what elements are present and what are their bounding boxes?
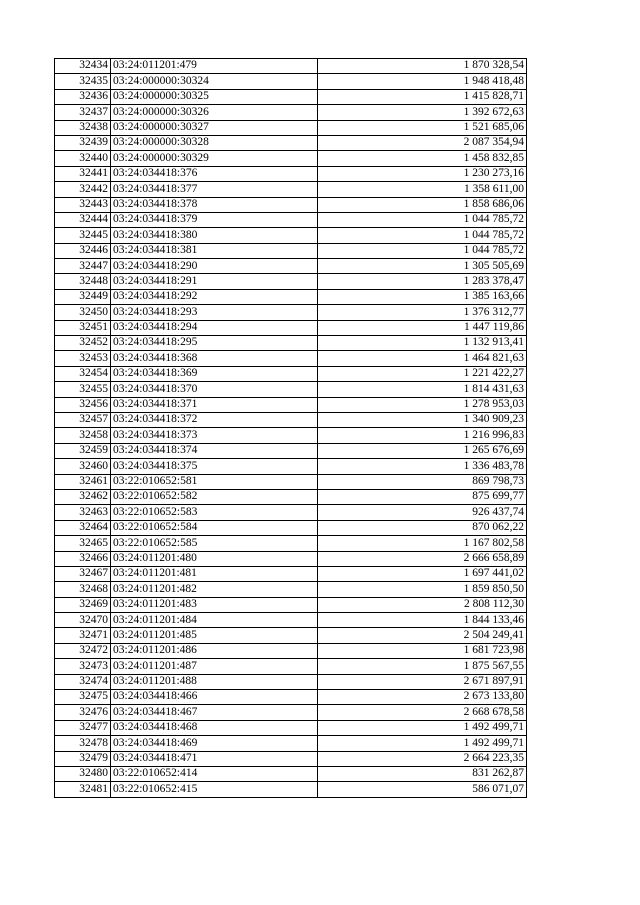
cadastral-number-cell: 03:24:034418:467 — [111, 705, 318, 720]
row-number-cell: 32473 — [55, 659, 111, 674]
row-number-cell: 32476 — [55, 705, 111, 720]
cadastral-value-cell: 1 376 312,77 — [318, 305, 527, 320]
row-number-cell: 32477 — [55, 720, 111, 735]
table-row — [55, 536, 527, 551]
cadastral-value-cell: 1 458 832,85 — [318, 151, 527, 166]
cadastral-number-cell: 03:24:034418:376 — [111, 166, 318, 181]
cadastral-number-cell: 03:24:034418:372 — [111, 412, 318, 427]
table-row — [55, 289, 527, 304]
table-row — [55, 382, 527, 397]
cadastral-number-cell: 03:24:000000:30327 — [111, 120, 318, 135]
table-row — [55, 59, 527, 74]
cadastral-number-cell: 03:24:011201:484 — [111, 613, 318, 628]
row-number-cell: 32434 — [55, 59, 111, 74]
row-number-cell: 32457 — [55, 412, 111, 427]
table-row — [55, 597, 527, 612]
cadastral-number-cell: 03:24:034418:371 — [111, 397, 318, 412]
cadastral-number-cell: 03:24:034418:291 — [111, 274, 318, 289]
table-row — [55, 690, 527, 705]
table-row — [55, 182, 527, 197]
row-number-cell: 32448 — [55, 274, 111, 289]
cadastral-value-cell: 1 230 273,16 — [318, 166, 527, 181]
cadastral-number-cell: 03:24:034418:295 — [111, 336, 318, 351]
cadastral-number-cell: 03:24:000000:30324 — [111, 74, 318, 89]
table-row — [55, 782, 527, 797]
cadastral-number-cell: 03:24:011201:486 — [111, 643, 318, 658]
cadastral-value-cell: 1 167 802,58 — [318, 536, 527, 551]
cadastral-number-cell: 03:24:034418:377 — [111, 182, 318, 197]
cadastral-value-cell: 869 798,73 — [318, 474, 527, 489]
cadastral-number-cell: 03:24:011201:480 — [111, 551, 318, 566]
table-row — [55, 89, 527, 104]
cadastral-value-cell: 1 697 441,02 — [318, 566, 527, 581]
cadastral-value-cell: 1 492 499,71 — [318, 720, 527, 735]
cadastral-value-cell: 1 492 499,71 — [318, 736, 527, 751]
table-row — [55, 412, 527, 427]
cadastral-number-cell: 03:22:010652:415 — [111, 782, 318, 797]
row-number-cell: 32481 — [55, 782, 111, 797]
cadastral-value-cell: 1 044 785,72 — [318, 228, 527, 243]
cadastral-number-cell: 03:22:010652:582 — [111, 489, 318, 504]
table-row — [55, 351, 527, 366]
row-number-cell: 32465 — [55, 536, 111, 551]
row-number-cell: 32459 — [55, 443, 111, 458]
cadastral-value-cell: 2 668 678,58 — [318, 705, 527, 720]
row-number-cell: 32437 — [55, 105, 111, 120]
cadastral-value-cell: 1 875 567,55 — [318, 659, 527, 674]
cadastral-number-cell: 03:22:010652:583 — [111, 505, 318, 520]
cadastral-number-cell: 03:24:034418:380 — [111, 228, 318, 243]
cadastral-value-cell: 1 844 133,46 — [318, 613, 527, 628]
row-number-cell: 32471 — [55, 628, 111, 643]
cadastral-number-cell: 03:24:034418:369 — [111, 366, 318, 381]
cadastral-number-cell: 03:24:034418:381 — [111, 243, 318, 258]
table-row — [55, 228, 527, 243]
row-number-cell: 32475 — [55, 690, 111, 705]
row-number-cell: 32443 — [55, 197, 111, 212]
row-number-cell: 32478 — [55, 736, 111, 751]
row-number-cell: 32439 — [55, 135, 111, 150]
row-number-cell: 32469 — [55, 597, 111, 612]
table-row — [55, 428, 527, 443]
cadastral-value-cell: 1 859 850,50 — [318, 582, 527, 597]
row-number-cell: 32453 — [55, 351, 111, 366]
cadastral-value-table — [54, 58, 527, 798]
table-row — [55, 320, 527, 335]
row-number-cell: 32440 — [55, 151, 111, 166]
cadastral-value-cell: 875 699,77 — [318, 489, 527, 504]
row-number-cell: 32467 — [55, 566, 111, 581]
cadastral-number-cell: 03:24:011201:487 — [111, 659, 318, 674]
row-number-cell: 32463 — [55, 505, 111, 520]
cadastral-number-cell: 03:24:011201:483 — [111, 597, 318, 612]
table-row — [55, 243, 527, 258]
row-number-cell: 32452 — [55, 336, 111, 351]
row-number-cell: 32470 — [55, 613, 111, 628]
cadastral-value-cell: 1 681 723,98 — [318, 643, 527, 658]
table-row — [55, 551, 527, 566]
cadastral-number-cell: 03:24:034418:375 — [111, 459, 318, 474]
cadastral-number-cell: 03:24:000000:30325 — [111, 89, 318, 104]
cadastral-number-cell: 03:24:034418:378 — [111, 197, 318, 212]
table-row — [55, 305, 527, 320]
row-number-cell: 32444 — [55, 212, 111, 227]
cadastral-value-cell: 1 858 686,06 — [318, 197, 527, 212]
cadastral-value-cell: 831 262,87 — [318, 766, 527, 781]
cadastral-value-cell: 2 808 112,30 — [318, 597, 527, 612]
table-row — [55, 505, 527, 520]
cadastral-value-cell: 1 221 422,27 — [318, 366, 527, 381]
cadastral-value-cell: 586 071,07 — [318, 782, 527, 797]
cadastral-value-cell: 2 666 658,89 — [318, 551, 527, 566]
row-number-cell: 32480 — [55, 766, 111, 781]
table-row — [55, 120, 527, 135]
cadastral-value-cell: 1 385 163,66 — [318, 289, 527, 304]
cadastral-number-cell: 03:24:034418:374 — [111, 443, 318, 458]
table-row — [55, 751, 527, 766]
row-number-cell: 32456 — [55, 397, 111, 412]
cadastral-value-cell: 2 504 249,41 — [318, 628, 527, 643]
row-number-cell: 32462 — [55, 489, 111, 504]
cadastral-value-cell: 1 464 821,63 — [318, 351, 527, 366]
cadastral-number-cell: 03:24:011201:479 — [111, 59, 318, 74]
cadastral-value-cell: 1 265 676,69 — [318, 443, 527, 458]
row-number-cell: 32454 — [55, 366, 111, 381]
cadastral-number-cell: 03:24:034418:370 — [111, 382, 318, 397]
row-number-cell: 32449 — [55, 289, 111, 304]
cadastral-value-cell: 1 216 996,83 — [318, 428, 527, 443]
cadastral-value-cell: 926 437,74 — [318, 505, 527, 520]
cadastral-value-cell: 1 447 119,86 — [318, 320, 527, 335]
row-number-cell: 32442 — [55, 182, 111, 197]
cadastral-value-cell: 1 044 785,72 — [318, 243, 527, 258]
table-row — [55, 259, 527, 274]
cadastral-value-cell: 1 358 611,00 — [318, 182, 527, 197]
table-row — [55, 212, 527, 227]
cadastral-number-cell: 03:24:034418:471 — [111, 751, 318, 766]
table-row — [55, 736, 527, 751]
cadastral-value-cell: 1 392 672,63 — [318, 105, 527, 120]
cadastral-number-cell: 03:24:034418:379 — [111, 212, 318, 227]
table-row — [55, 274, 527, 289]
table-row — [55, 766, 527, 781]
table-row — [55, 489, 527, 504]
cadastral-value-cell: 2 671 897,91 — [318, 674, 527, 689]
cadastral-value-cell: 1 521 685,06 — [318, 120, 527, 135]
cadastral-value-cell: 1 283 378,47 — [318, 274, 527, 289]
row-number-cell: 32461 — [55, 474, 111, 489]
cadastral-number-cell: 03:22:010652:584 — [111, 520, 318, 535]
table-row — [55, 151, 527, 166]
row-number-cell: 32472 — [55, 643, 111, 658]
table-row — [55, 459, 527, 474]
row-number-cell: 32468 — [55, 582, 111, 597]
cadastral-value-cell: 1 336 483,78 — [318, 459, 527, 474]
table-row — [55, 566, 527, 581]
cadastral-number-cell: 03:24:034418:293 — [111, 305, 318, 320]
row-number-cell: 32446 — [55, 243, 111, 258]
cadastral-number-cell: 03:24:034418:373 — [111, 428, 318, 443]
row-number-cell: 32479 — [55, 751, 111, 766]
row-number-cell: 32474 — [55, 674, 111, 689]
cadastral-number-cell: 03:24:011201:482 — [111, 582, 318, 597]
cadastral-value-cell: 870 062,22 — [318, 520, 527, 535]
table-row — [55, 397, 527, 412]
cadastral-number-cell: 03:24:000000:30326 — [111, 105, 318, 120]
cadastral-number-cell: 03:24:034418:469 — [111, 736, 318, 751]
row-number-cell: 32458 — [55, 428, 111, 443]
table-row — [55, 366, 527, 381]
cadastral-value-cell: 1 340 909,23 — [318, 412, 527, 427]
cadastral-number-cell: 03:24:000000:30329 — [111, 151, 318, 166]
cadastral-number-cell: 03:24:034418:292 — [111, 289, 318, 304]
row-number-cell: 32436 — [55, 89, 111, 104]
cadastral-value-cell: 1 870 328,54 — [318, 59, 527, 74]
row-number-cell: 32451 — [55, 320, 111, 335]
cadastral-value-cell: 1 278 953,03 — [318, 397, 527, 412]
row-number-cell: 32464 — [55, 520, 111, 535]
table-row — [55, 643, 527, 658]
table-row — [55, 166, 527, 181]
table-row — [55, 720, 527, 735]
row-number-cell: 32441 — [55, 166, 111, 181]
row-number-cell: 32455 — [55, 382, 111, 397]
cadastral-value-cell: 2 664 223,35 — [318, 751, 527, 766]
table-row — [55, 613, 527, 628]
row-number-cell: 32445 — [55, 228, 111, 243]
cadastral-number-cell: 03:22:010652:414 — [111, 766, 318, 781]
cadastral-number-cell: 03:24:011201:488 — [111, 674, 318, 689]
cadastral-number-cell: 03:24:034418:468 — [111, 720, 318, 735]
row-number-cell: 32438 — [55, 120, 111, 135]
table-row — [55, 135, 527, 150]
cadastral-value-cell: 1 305 505,69 — [318, 259, 527, 274]
row-number-cell: 32450 — [55, 305, 111, 320]
table-row — [55, 197, 527, 212]
cadastral-value-cell: 1 132 913,41 — [318, 336, 527, 351]
table-row — [55, 336, 527, 351]
table-row — [55, 474, 527, 489]
table-row — [55, 520, 527, 535]
cadastral-value-cell: 2 673 133,80 — [318, 690, 527, 705]
cadastral-number-cell: 03:24:000000:30328 — [111, 135, 318, 150]
row-number-cell: 32447 — [55, 259, 111, 274]
cadastral-number-cell: 03:22:010652:585 — [111, 536, 318, 551]
cadastral-value-cell: 2 087 354,94 — [318, 135, 527, 150]
cadastral-number-cell: 03:24:011201:481 — [111, 566, 318, 581]
cadastral-value-cell: 1 948 418,48 — [318, 74, 527, 89]
table-row — [55, 74, 527, 89]
table-row — [55, 659, 527, 674]
cadastral-value-cell: 1 814 431,63 — [318, 382, 527, 397]
cadastral-number-cell: 03:22:010652:581 — [111, 474, 318, 489]
row-number-cell: 32466 — [55, 551, 111, 566]
cadastral-number-cell: 03:24:034418:294 — [111, 320, 318, 335]
table-row — [55, 443, 527, 458]
cadastral-number-cell: 03:24:011201:485 — [111, 628, 318, 643]
cadastral-number-cell: 03:24:034418:368 — [111, 351, 318, 366]
table-row — [55, 582, 527, 597]
row-number-cell: 32460 — [55, 459, 111, 474]
cadastral-number-cell: 03:24:034418:466 — [111, 690, 318, 705]
table-row — [55, 705, 527, 720]
cadastral-number-cell: 03:24:034418:290 — [111, 259, 318, 274]
row-number-cell: 32435 — [55, 74, 111, 89]
table-body — [55, 59, 527, 798]
table-row — [55, 674, 527, 689]
table-row — [55, 105, 527, 120]
cadastral-value-cell: 1 415 828,71 — [318, 89, 527, 104]
cadastral-value-cell: 1 044 785,72 — [318, 212, 527, 227]
table-row — [55, 628, 527, 643]
